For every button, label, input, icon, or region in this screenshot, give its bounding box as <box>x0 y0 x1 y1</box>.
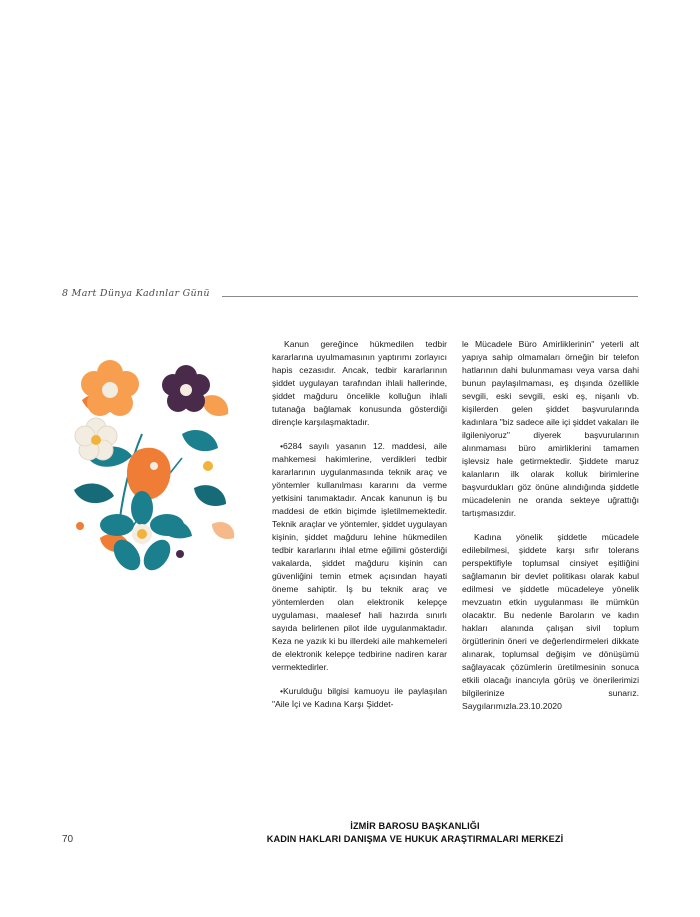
text-column-left <box>272 338 447 722</box>
running-head-text: 8 Mart Dünya Kadınlar Günü <box>62 288 210 299</box>
page-number: 70 <box>62 834 74 845</box>
paragraph: le Mücadele Büro Amirliklerinin" yeterli alt yapıya sahip olmamaları örneğin bir telefon hatlarının dahi bulunmaması veya varsa dahi bunun paylaşılmaması, eş dışında özellikle sevgili, eski sevgili, eski eş, nişanlı vb. kişilerden gelen şiddet başvurularında kadınlara "biz sadece aile içi şiddet vakaları ile ilgileniyoruz" diyerek başvurularının alınmaması büro amirliklerini tamamen işlevsiz hale getirmektedir. Şiddete maruz kalanların ilk olarak kolluk birimlerine başvurdukları göz önüne alındığında şiddetle mücadelenin ne oranda sekteye uğrattığı tartışmasızdır. <box>462 339 639 518</box>
paragraph: Kadına yönelik şiddetle mücadele edilebilmesi, şiddete karşı sıfır tolerans perspektifiyle toplumsal cinsiyet eşitliğini sağlamanın bir devlet politikası olarak kabul edilmesi ve şiddetle mücadeleye yönelik mevzuatın etkin uygulanması ile mümkün olacaktır. Bu nedenle Baroların ve kadın hakları alanında çalışan sivil toplum örgütlerinin öneri ve değerlendirmeleri dikkate alınarak, toplumsal değişim ve dönüşümü sağlayacak çözümlerin üretilmesinin sonuca etkili olacağı inancıyla görüş ve önerilerimizi bilgilerinize sunarız. Saygılarımızla.23.10.2020 <box>462 532 639 711</box>
footer-line-2: KADIN HAKLARI DANIŞMA VE HUKUK ARAŞTIRMALARI MERKEZİ <box>266 834 564 844</box>
paragraph: Kanun gereğince hükmedilen tedbir kararlarına uyulmamasının yaptırımı zorlayıcı hapis cezasıdır. Ancak, tedbir kararlarının şiddet uygulayan tarafından ihlali hallerinde, şiddet mağduru öncelikle kolluğun ihlali tutanağa bağlamak konusunda gösterdiği dirençle karşılaşmaktadır. <box>272 339 447 427</box>
text-column-right <box>462 338 639 724</box>
running-head <box>62 288 638 306</box>
footer-organization <box>190 820 640 846</box>
running-head-rule <box>222 296 638 297</box>
paragraph: •6284 sayılı yasanın 12. maddesi, aile mahkemesi hakimlerine, verdikleri tedbir kararlarının uygulanmasında teknik araç ve yöntemler kullanılması kararını da verme yetkisini tanımaktadır. Ancak kanunun iş bu maddesi de etkin biçimde işletilmemektedir. Teknik araçlar ve yöntemler, şiddet uygulayan kişinin, şiddet mağduru lehine hükmedilen tedbir kararlarını ihlal etme eğilimi gösterdiği vakalarda, şiddet mağduru kişinin can güvenliğini temin etmek açısından hayati öneme sahiptir. İş bu teknik araç ve yöntemlerden olan elektronik kelepçe uygulaması, maalesef hali hazırda sınırlı sayıda belirlenen pilot ilde uygulanmaktadır. Keza ne yazık ki bu illerdeki aile mahkemeleri de elektronik kelepçe tedbirine nadiren karar vermektedirler. <box>272 441 447 672</box>
footer-line-1: İZMİR BAROSU BAŞKANLIĞI <box>350 821 480 831</box>
floral-decoration <box>62 338 252 588</box>
paragraph: •Kurulduğu bilgisi kamuoyu ile paylaşılan "Aile İçi ve Kadına Karşı Şiddet- <box>272 686 447 709</box>
